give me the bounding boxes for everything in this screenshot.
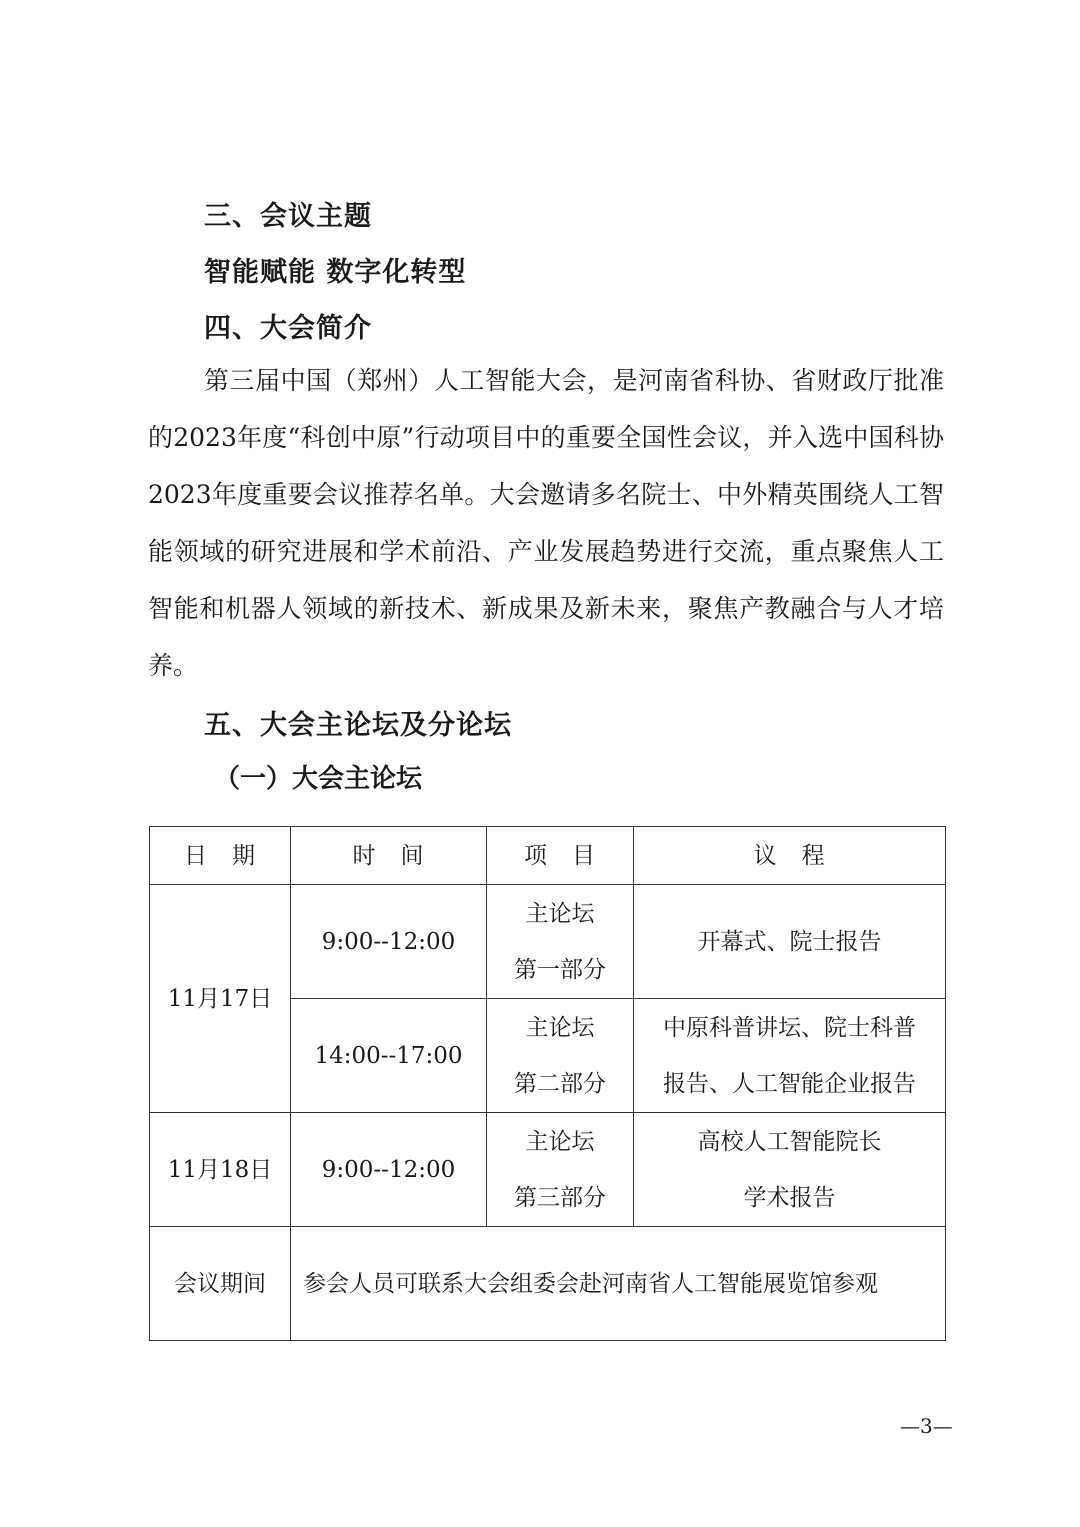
table-note-row — [150, 1227, 946, 1341]
agenda-cell — [634, 999, 946, 1113]
agenda-line-2: 学术报告 — [743, 1184, 836, 1211]
time-cell: 9:00--12:00 — [291, 1113, 487, 1227]
conference-theme: 智能赋能 数字化转型 — [204, 257, 467, 288]
header-agenda: 议 程 — [634, 827, 946, 885]
item-line-2: 第一部分 — [514, 956, 606, 983]
agenda-cell: 开幕式、院士报告 — [634, 885, 946, 999]
section-4-heading: 四、大会简介 — [204, 313, 372, 344]
item-line-1: 主论坛 — [525, 1128, 595, 1155]
agenda-line-1: 高校人工智能院长 — [697, 1128, 882, 1155]
item-cell — [487, 999, 634, 1113]
table-row — [150, 1113, 946, 1227]
date-cell: 11月18日 — [150, 1113, 291, 1227]
item-line-2: 第三部分 — [514, 1184, 606, 1211]
date-cell: 11月17日 — [150, 885, 291, 1113]
time-cell: 14:00--17:00 — [291, 999, 487, 1113]
item-cell — [487, 1113, 634, 1227]
note-text-cell: 参会人员可联系大会组委会赴河南省人工智能展览馆参观 — [291, 1227, 946, 1341]
agenda-cell — [634, 1113, 946, 1227]
header-time: 时 间 — [291, 827, 487, 885]
table-header-row — [150, 827, 946, 885]
item-cell — [487, 885, 634, 999]
agenda-line-2: 报告、人工智能企业报告 — [663, 1070, 916, 1097]
header-item: 项 目 — [487, 827, 634, 885]
section-3-heading: 三、会议主题 — [204, 201, 372, 232]
header-date: 日 期 — [150, 827, 291, 885]
note-label-cell: 会议期间 — [150, 1227, 291, 1341]
conference-intro-paragraph: 第三届中国（郑州）人工智能大会，是河南省科协、省财政厅批准的2023年度“科创中原”行动项目中的重要全国性会议，并入选中国科协2023年度重要会议推荐名单。大会邀请多名院士、中外精英围绕人工智能领域的研究进展和学术前沿、产业发展趋势进行交流，重点聚焦人工智能和机器人领域的新技术、新成果及新未来，聚焦产教融合与人才培养。 — [148, 366, 944, 680]
item-line-1: 主论坛 — [525, 900, 595, 927]
item-line-1: 主论坛 — [525, 1014, 595, 1041]
agenda-line-1: 中原科普讲坛、院士科普 — [663, 1014, 916, 1041]
page-number: —3— — [900, 1414, 953, 1438]
section-5-heading: 五、大会主论坛及分论坛 — [204, 710, 512, 741]
item-line-2: 第二部分 — [514, 1070, 606, 1097]
time-cell: 9:00--12:00 — [291, 885, 487, 999]
table-row — [150, 885, 946, 999]
main-forum-schedule-table — [149, 826, 946, 1341]
main-forum-subheading: （一）大会主论坛 — [214, 764, 423, 794]
